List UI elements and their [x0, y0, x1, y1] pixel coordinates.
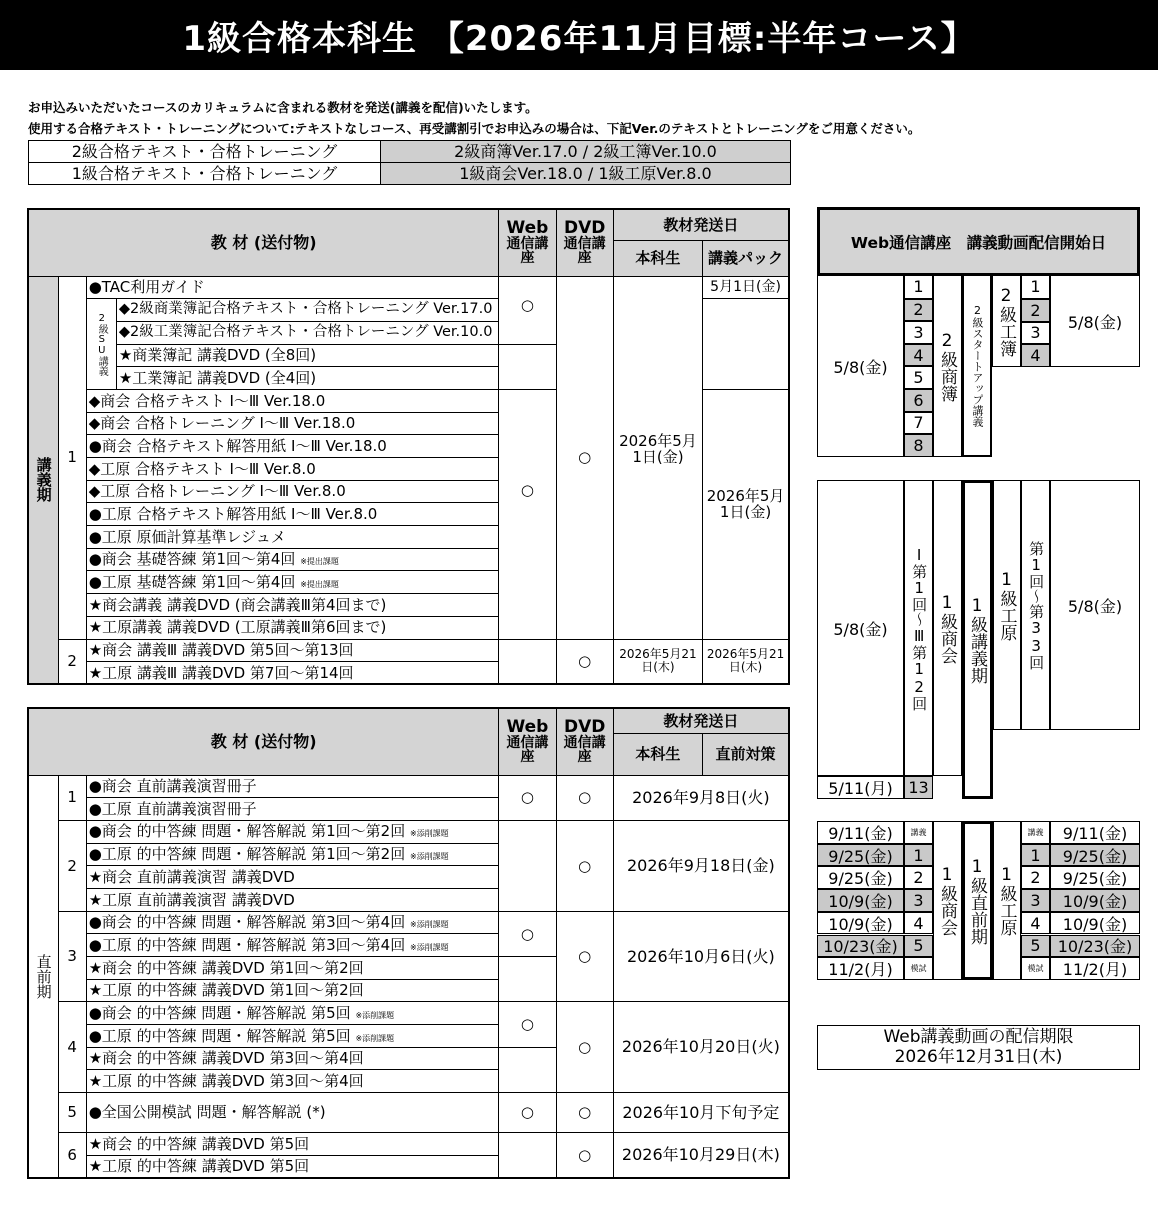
ship-date-pack: 2026年5月1日(金): [703, 389, 789, 639]
num-cell: 模試: [904, 957, 933, 980]
num-cell: 4: [1021, 344, 1050, 367]
web-schedule-title: Web通信講座 講義動画配信開始日: [817, 207, 1140, 276]
num-cell: 6: [904, 389, 933, 412]
date-cell: 9/25(金): [1050, 866, 1140, 889]
start-date: 5/8(金): [817, 276, 904, 457]
date-cell: 9/25(金): [1050, 844, 1140, 867]
final-period-table: [27, 707, 790, 1179]
date-cell: 9/11(金): [1050, 821, 1140, 844]
list-item: ●工原 的中答練 問題・解答解説 第3回～第4回 ※添削課題: [86, 934, 499, 957]
list-item: ★工業簿記 講義DVD (全4回): [116, 367, 499, 390]
num-cell: 5: [1021, 935, 1050, 958]
shobo-label: 2級商簿: [933, 276, 962, 457]
num-cell: 5: [904, 935, 933, 958]
list-item: ●工原 合格テキスト解答用紙 Ⅰ～Ⅲ Ver.8.0: [86, 503, 499, 526]
startup-label: 2級スタートアップ講義: [962, 276, 992, 457]
pack-blank: [703, 299, 789, 390]
web-blank: [499, 820, 556, 911]
dvd-mark: ○: [556, 1133, 613, 1178]
num-cell: 13: [904, 776, 933, 799]
shokai-label: 1級商会: [933, 480, 962, 776]
period-lecture: 講義期: [28, 276, 58, 684]
date-cell: 9/11(金): [817, 821, 904, 844]
start-date: 5/8(金): [817, 480, 904, 776]
version-table: [28, 140, 791, 185]
num-cell: 3: [904, 321, 933, 344]
date-cell: 9/25(金): [817, 844, 904, 867]
web-mark: ○: [499, 775, 556, 820]
ship-date: 2026年10月6日(火): [613, 911, 789, 1002]
ship-date: 2026年10月29日(木): [613, 1133, 789, 1178]
date-cell: 9/25(金): [817, 866, 904, 889]
list-item: ◆2級商業簿記合格テキスト・合格トレーニング Ver.17.0: [116, 299, 499, 322]
header-dvd: DVD 通信講座: [556, 708, 613, 775]
header-material: 教 材 (送付物): [28, 708, 499, 775]
shokai-label: 1級商会: [933, 821, 962, 980]
ship-date: 2026年9月8日(火): [613, 775, 789, 820]
num-cell: 2: [904, 866, 933, 889]
list-item: ★商会 講義Ⅲ 講義DVD 第5回～第13回: [86, 639, 499, 662]
range-label: Ⅰ第1回～Ⅲ第12回: [904, 480, 933, 776]
web-blank: [499, 957, 556, 1002]
web-mark: ○: [499, 1093, 556, 1133]
list-item: ●工原 的中答練 問題・解答解説 第5回 ※添削課題: [86, 1025, 499, 1048]
page-title: 1級合格本科生 【2026年11月目標:半年コース】: [0, 0, 1158, 70]
header-web: Web 通信講座: [499, 708, 556, 775]
version-label: 1級合格テキスト・合格トレーニング: [29, 163, 381, 185]
list-item: ★商会講義 講義DVD (商会講義Ⅲ第4回まで): [86, 594, 499, 617]
start-date: 5/8(金): [1050, 276, 1140, 367]
list-item: ★工原 的中答練 講義DVD 第1回～第2回: [86, 979, 499, 1002]
web-blank: [499, 1133, 556, 1178]
num-cell: 1: [1021, 844, 1050, 867]
intro-line-2: 使用する合格テキスト・トレーニングについて:テキストなしコース、再受講割引でお申込みの場合は、下記Ver.のテキストとトレーニングをご用意ください。: [28, 121, 921, 136]
header-web: Web 通信講座: [499, 209, 556, 276]
limit-label: Web講義動画の配信期限: [883, 1026, 1074, 1047]
num-cell: 3: [1021, 889, 1050, 912]
list-item: ●商会 直前講義演習冊子: [86, 775, 499, 798]
list-item: ●商会 合格テキスト解答用紙 Ⅰ～Ⅲ Ver.18.0: [86, 435, 499, 458]
list-item: ◆工原 合格トレーニング Ⅰ～Ⅲ Ver.8.0: [86, 480, 499, 503]
group-num: 1: [58, 775, 86, 820]
date-cell: 11/2(月): [817, 957, 904, 980]
dvd-mark: ○: [556, 820, 613, 911]
web-blank: [499, 1047, 556, 1092]
intro-line-1: お申込みいただいたコースのカリキュラムに含まれる教材を発送(講義を配信)いたします。: [28, 100, 538, 115]
dvd-mark: ○: [556, 1093, 613, 1133]
list-item: ●工原 基礎答練 第1回～第4回 ※提出課題: [86, 571, 499, 594]
header-main: 本科生: [613, 733, 702, 775]
dvd-mark: ○: [556, 639, 613, 684]
num-cell: 模試: [1021, 957, 1050, 980]
num-cell: 4: [904, 344, 933, 367]
ship-date-main: 2026年5月1日(金): [613, 276, 702, 639]
num-cell: 8: [904, 434, 933, 457]
list-item: ★商会 直前講義演習 講義DVD: [86, 866, 499, 889]
date-cell: 10/9(金): [817, 889, 904, 912]
su-label: 2級SU講義: [86, 299, 116, 390]
ship-date: 2026年9月18日(金): [613, 820, 789, 911]
limit-date: 2026年12月31日(木): [894, 1046, 1063, 1067]
header-pack: 講義パック: [703, 240, 789, 276]
date-cell: 10/23(金): [817, 935, 904, 958]
list-item: ◆商会 合格テキスト Ⅰ～Ⅲ Ver.18.0: [86, 389, 499, 412]
period-final: 直前期: [28, 775, 58, 1178]
version-label: 2級合格テキスト・合格トレーニング: [29, 141, 381, 163]
ship-date: 2026年10月20日(火): [613, 1002, 789, 1093]
group-2: 2: [58, 639, 86, 684]
group-num: 3: [58, 911, 86, 1002]
ship-date: 2026年10月下旬予定: [613, 1093, 789, 1133]
group-num: 5: [58, 1093, 86, 1133]
header-main: 本科生: [613, 240, 702, 276]
list-item: ●工原 原価計算基準レジュメ: [86, 526, 499, 549]
web-blank: [499, 344, 556, 389]
group-num: 6: [58, 1133, 86, 1178]
list-item: ★商会 的中答練 講義DVD 第1回～第2回: [86, 957, 499, 980]
ship-date-pack: 5月1日(金): [703, 276, 789, 299]
dvd-mark: ○: [556, 775, 613, 820]
ship-date-main: 2026年5月21日(木): [613, 639, 702, 684]
list-item: ●工原 的中答練 問題・解答解説 第1回～第2回 ※添削課題: [86, 843, 499, 866]
version-value: 1級商会Ver.18.0 / 1級工原Ver.8.0: [381, 163, 791, 185]
ship-date-pack: 2026年5月21日(木): [703, 639, 789, 684]
num-cell: 4: [904, 912, 933, 935]
list-item: ●TAC利用ガイド: [86, 276, 499, 299]
kogen-label: 1級工原: [993, 480, 1021, 730]
num-cell: 1: [1021, 276, 1050, 299]
dvd-mark: ○: [556, 1002, 613, 1093]
header-ship: 教材発送日: [613, 209, 789, 240]
date-cell: 10/23(金): [1050, 935, 1140, 958]
start-date: 5/8(金): [1050, 480, 1140, 730]
dvd-mark: ○: [556, 276, 613, 639]
kogen-label: 1級工原: [993, 821, 1021, 980]
list-item: ●商会 基礎答練 第1回～第4回 ※提出課題: [86, 548, 499, 571]
num-cell: 3: [1021, 322, 1050, 345]
list-item: ★工原 的中答練 講義DVD 第5回: [86, 1155, 499, 1178]
web-blank: [499, 639, 556, 684]
group-num: 4: [58, 1002, 86, 1093]
header-dvd: DVD 通信講座: [556, 209, 613, 276]
kobo-label: 2級工簿: [992, 276, 1021, 367]
num-cell: 1: [904, 844, 933, 867]
list-item: ●工原 直前講義演習冊子: [86, 798, 499, 821]
list-item: ●商会 的中答練 問題・解答解説 第5回 ※添削課題: [86, 1002, 499, 1025]
num-cell: 4: [1021, 912, 1050, 935]
web-mark: ○: [499, 1002, 556, 1047]
list-item: ●商会 的中答練 問題・解答解説 第3回～第4回 ※添削課題: [86, 911, 499, 934]
list-item: ◆工原 合格テキスト Ⅰ～Ⅲ Ver.8.0: [86, 458, 499, 481]
num-cell: 講義: [1021, 821, 1050, 844]
header-pack: 直前対策: [703, 733, 789, 775]
num-cell: 1: [904, 276, 933, 299]
range-label: 第1回～第33回: [1021, 480, 1050, 730]
dvd-mark: ○: [556, 911, 613, 1002]
list-item: ●全国公開模試 問題・解答解説 (*): [86, 1093, 499, 1133]
num-cell: 2: [1021, 866, 1050, 889]
list-item: ★工原 的中答練 講義DVD 第3回～第4回: [86, 1070, 499, 1093]
date-cell: 10/9(金): [817, 912, 904, 935]
group-num: 2: [58, 820, 86, 911]
list-item: ★工原 直前講義演習 講義DVD: [86, 888, 499, 911]
web-mark: ○: [499, 276, 556, 344]
num-cell: 2: [1021, 299, 1050, 322]
header-ship: 教材発送日: [613, 708, 789, 733]
list-item: ★商業簿記 講義DVD (全8回): [116, 344, 499, 367]
list-item: ★工原講義 講義DVD (工原講義Ⅲ第6回まで): [86, 616, 499, 639]
date-cell: 10/9(金): [1050, 889, 1140, 912]
num-cell: 3: [904, 889, 933, 912]
list-item: ★商会 的中答練 講義DVD 第3回～第4回: [86, 1047, 499, 1070]
list-item: ◆2級工業簿記合格テキスト・合格トレーニング Ver.10.0: [116, 321, 499, 344]
version-value: 2級商簿Ver.17.0 / 2級工簿Ver.10.0: [381, 141, 791, 163]
date-cell: 5/11(月): [817, 776, 904, 799]
group-1: 1: [58, 276, 86, 639]
list-item: ★工原 講義Ⅲ 講義DVD 第7回～第14回: [86, 662, 499, 685]
web-mark: ○: [499, 389, 556, 639]
num-cell: 2: [904, 299, 933, 322]
kogi-label: 1級講義期: [962, 480, 993, 799]
lecture-period-table: [27, 208, 790, 685]
num-cell: 7: [904, 412, 933, 435]
date-cell: 11/2(月): [1050, 957, 1140, 980]
date-cell: 10/9(金): [1050, 912, 1140, 935]
header-material: 教 材 (送付物): [28, 209, 499, 276]
num-cell: 5: [904, 366, 933, 389]
list-item: ◆商会 合格トレーニング Ⅰ～Ⅲ Ver.18.0: [86, 412, 499, 435]
delivery-limit: [817, 1025, 1140, 1070]
list-item: ●商会 的中答練 問題・解答解説 第1回～第2回 ※添削課題: [86, 820, 499, 843]
num-cell: 講義: [904, 821, 933, 844]
web-mark: ○: [499, 911, 556, 956]
list-item: ★商会 的中答練 講義DVD 第5回: [86, 1133, 499, 1156]
chokuzen-label: 1級直前期: [962, 821, 993, 980]
